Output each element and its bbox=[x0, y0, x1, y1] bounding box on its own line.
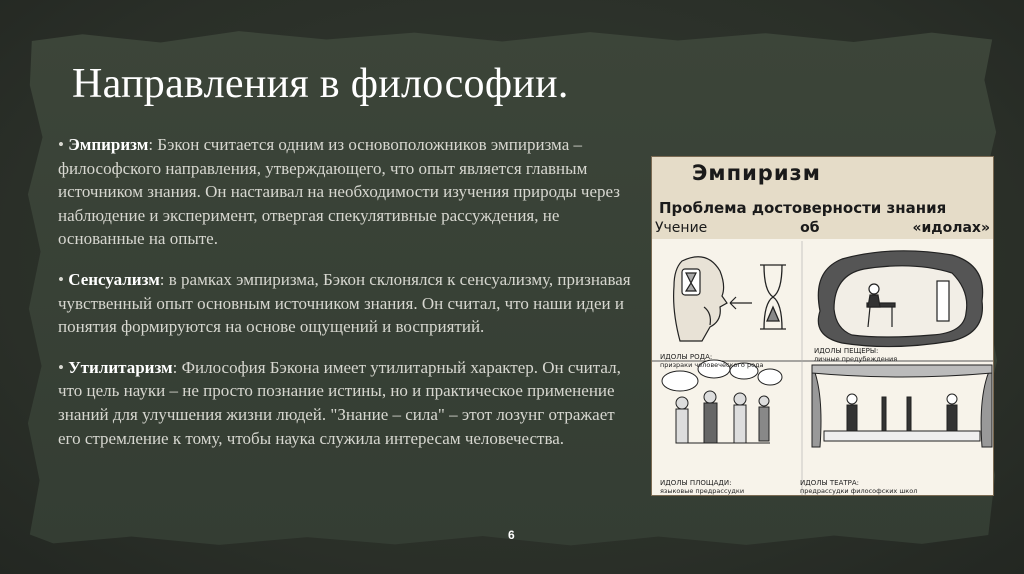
term-sensualism: Сенсуализм bbox=[68, 269, 160, 289]
caption-idols-theatre bbox=[800, 479, 917, 495]
caption-idols-cave bbox=[814, 347, 897, 363]
figure-title: Эмпиризм bbox=[692, 161, 821, 185]
caption-sub: предрассудки философских школ bbox=[800, 487, 918, 495]
paragraph-empiricism bbox=[58, 133, 638, 251]
head-profile-icon bbox=[674, 257, 727, 341]
paragraph-text: : Бэкон считается одним из основоположников эмпиризма – философского направления, утверждающего, что опыт является главным источником знания. Он настаивал на необходимости изучения природы через наблюдение и эксперимент, отвергая спекулятивные рассуждения, не основанные на опыте. bbox=[58, 135, 620, 249]
arrow-left-icon bbox=[730, 297, 752, 309]
caption-title: ИДОЛЫ РОДА: bbox=[660, 353, 713, 361]
idols-illustration bbox=[651, 156, 994, 496]
doctrine-word: об bbox=[800, 220, 820, 236]
people-crowd-icon bbox=[676, 391, 770, 443]
term-empiricism: Эмпиризм bbox=[68, 135, 149, 154]
page-number: 6 bbox=[508, 528, 515, 542]
slide-title: Направления в философии. bbox=[72, 61, 569, 107]
caption-idols-market bbox=[660, 479, 744, 495]
paragraph-text: : в рамках эмпиризма, Бэкон склонялся к сенсуализму, признавая чувственный опыт основным источником знания. Он считал, что наши идеи и понятия формируются на основе ощущений и восприятий. bbox=[58, 269, 631, 337]
caption-idols-tribe bbox=[660, 353, 764, 369]
doctrine-word: Учение bbox=[655, 220, 708, 236]
bullet: • bbox=[58, 357, 64, 377]
doctrine-word: «идолах» bbox=[912, 220, 990, 236]
bullet: • bbox=[58, 135, 64, 154]
cave-icon bbox=[818, 251, 982, 347]
caption-sub: призраки человеческого рода bbox=[660, 361, 764, 369]
content-text bbox=[58, 133, 638, 467]
paragraph-utilitarianism bbox=[58, 356, 638, 450]
caption-sub: языковые предрассудки bbox=[660, 487, 745, 495]
term-utilitarianism: Утилитаризм bbox=[68, 357, 173, 377]
bullet: • bbox=[58, 269, 64, 289]
caption-title: ИДОЛЫ ПЛОЩАДИ: bbox=[660, 479, 732, 487]
figure-subtitle: Проблема достоверности знания bbox=[659, 199, 947, 217]
paragraph-sensualism bbox=[58, 268, 638, 339]
caption-sub: личные предубеждения bbox=[814, 355, 898, 363]
caption-title: ИДОЛЫ ТЕАТРА: bbox=[800, 479, 860, 487]
theatre-stage-icon bbox=[812, 365, 992, 447]
figure-doctrine bbox=[655, 220, 990, 236]
hourglass-icon bbox=[760, 265, 786, 329]
figure-header bbox=[652, 157, 993, 239]
caption-title: ИДОЛЫ ПЕЩЕРЫ: bbox=[814, 347, 879, 355]
paragraph-text: : Философия Бэкона имеет утилитарный характер. Он считал, что цель науки – не просто познание истины, но и практическое применение знаний для улучшения жизни людей. "Знание – сила" – этот лозунг отражает его стремление к тому, чтобы наука служила интересам человечества. bbox=[58, 357, 621, 448]
